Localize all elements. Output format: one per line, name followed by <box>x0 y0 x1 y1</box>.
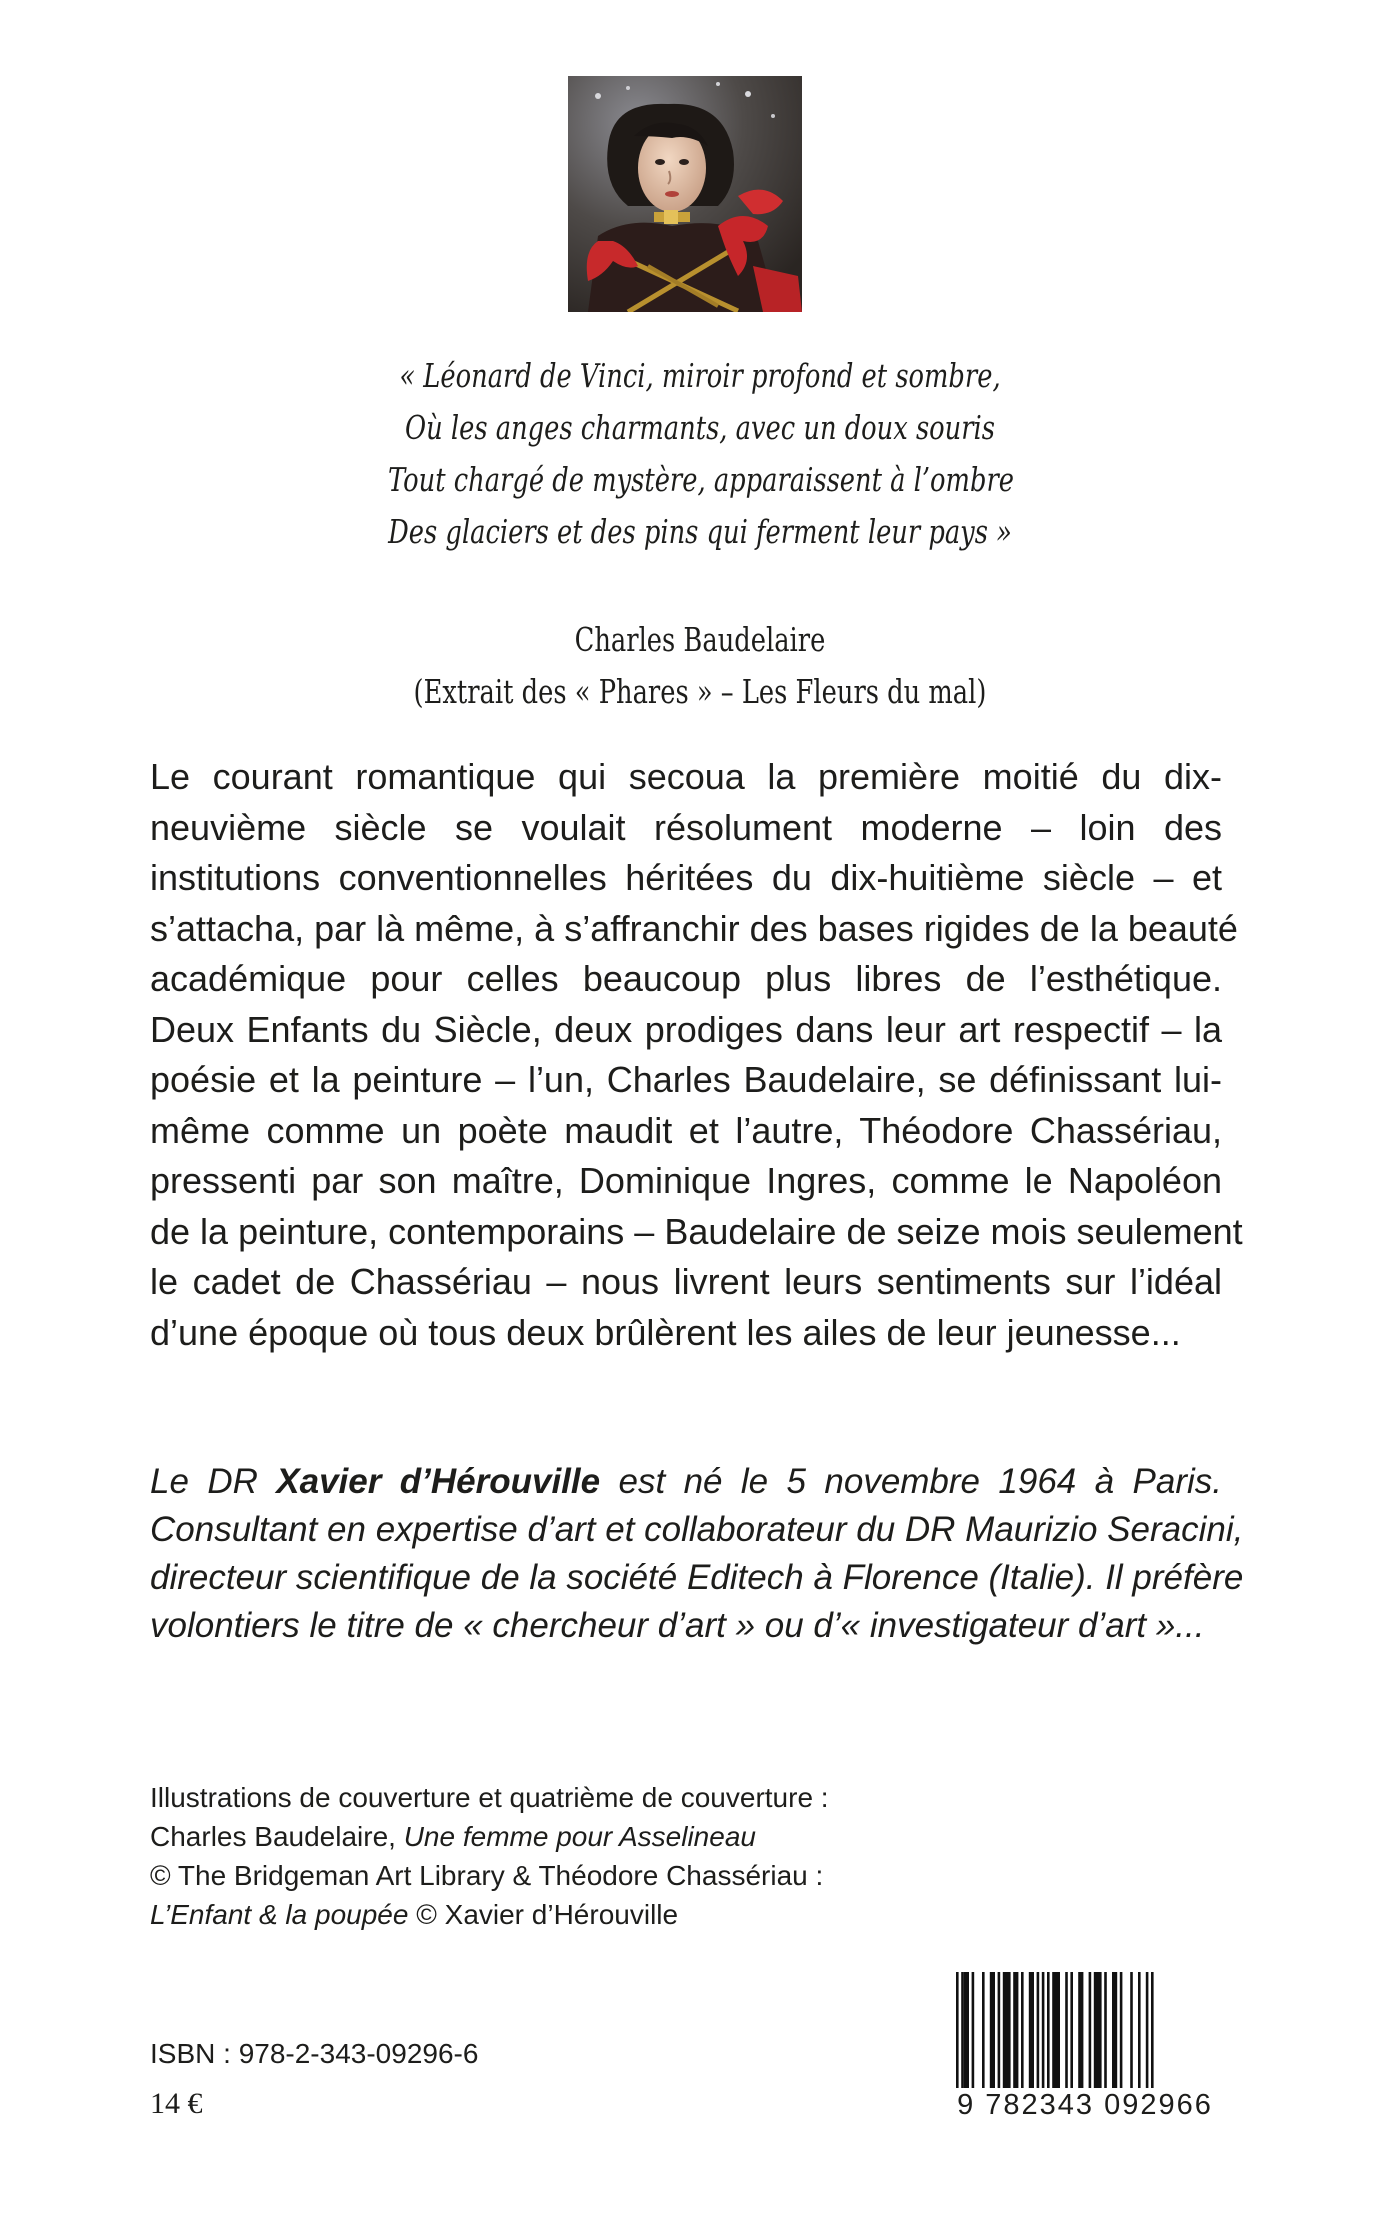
poem-line: Tout chargé de mystère, apparaissent à l’ombre <box>388 460 1014 499</box>
barcode-bar <box>972 1972 975 2090</box>
poem-line: « Léonard de Vinci, miroir profond et sombre, <box>399 356 1001 395</box>
bio-prefix: Le DR <box>150 1462 277 1501</box>
poem-line: Où les anges charmants, avec un doux souris <box>405 408 995 447</box>
credits-heading: Illustrations de couverture et quatrième de couverture : <box>150 1782 829 1813</box>
barcode-bar <box>1138 1972 1141 2090</box>
isbn-label: ISBN : 978-2-343-09296-6 <box>150 2038 479 2069</box>
barcode-bar <box>1037 1972 1040 2090</box>
barcode-bar <box>1089 1972 1092 2090</box>
description-line: institutions conventionnelles héritées du dix-huitième siècle – et <box>150 857 1222 898</box>
description-line: pressenti par son maître, Dominique Ingres, comme le Napoléon <box>150 1160 1222 1201</box>
barcode-bar <box>1130 1972 1133 2090</box>
barcode-bar <box>982 1972 985 2090</box>
description-line: le cadet de Chassériau – nous livrent leurs sentiments sur l’idéal <box>150 1261 1222 1302</box>
description-line: s’attacha, par là même, à s’affranchir des bases rigides de la beauté <box>150 907 1238 949</box>
poem-line: Des glaciers et des pins qui ferment leur pays » <box>388 512 1012 551</box>
credits-line: © The Bridgeman Art Library & Théodore Chassériau : <box>150 1860 824 1891</box>
description-line: poésie et la peinture – l’un, Charles Baudelaire, se définissant lui- <box>150 1059 1222 1100</box>
poem-quote <box>388 350 1012 558</box>
barcode-bar <box>1003 1972 1011 2090</box>
barcode-bar <box>1104 1972 1107 2090</box>
bio-line <box>150 1458 1222 1506</box>
description-line: de la peinture, contemporains – Baudelaire de seize mois seulement <box>150 1210 1243 1252</box>
barcode-bar <box>1120 1972 1123 2090</box>
barcode-bar <box>1065 1972 1068 2090</box>
bio-line: directeur scientifique de la société Editech à Florence (Italie). Il préfère <box>150 1558 1244 1597</box>
author-bio <box>150 1458 1244 1650</box>
credits-text: © Xavier d’Hérouville <box>408 1899 679 1930</box>
bio-line: volontiers le titre de « chercheur d’art » ou d’« investigateur d’art »... <box>150 1606 1205 1645</box>
poem-author: Charles Baudelaire <box>574 620 826 659</box>
barcode-bar <box>1094 1972 1102 2090</box>
barcode-bar <box>964 1972 969 2090</box>
price-label: 14 € <box>150 2087 203 2120</box>
barcode-bar <box>1112 1972 1117 2090</box>
description-line: Deux Enfants du Siècle, deux prodiges dans leur art respectif – la <box>150 1008 1222 1050</box>
bio-suffix: est né le 5 novembre 1964 à Paris. <box>600 1462 1222 1501</box>
credits-title: Une femme pour Asselineau <box>403 1821 756 1852</box>
poem-source: (Extrait des « Phares » – Les Fleurs du mal) <box>413 672 987 711</box>
credits-line <box>150 1817 829 1856</box>
credits-text: Charles Baudelaire, <box>150 1821 404 1852</box>
credits-title: L’Enfant & la poupée <box>150 1899 409 1930</box>
cover-painting <box>568 76 802 312</box>
poem-attribution <box>388 614 1012 718</box>
description-line: académique pour celles beaucoup plus libres de l’esthétique. <box>150 958 1222 999</box>
description-line: neuvième siècle se voulait résolument moderne – loin des <box>150 806 1222 848</box>
illustration-credits <box>150 1778 829 1934</box>
barcode-bar <box>1042 1972 1045 2090</box>
description-line: d’une époque où tous deux brûlèrent les ailes de leur jeunesse... <box>150 1311 1181 1353</box>
author-name: Xavier d’Hérouville <box>276 1462 601 1501</box>
description-line: même comme un poète maudit et l’autre, Théodore Chassériau, <box>150 1109 1222 1151</box>
bio-line: Consultant en expertise d’art et collaborateur du DR Maurizio Seracini, <box>150 1510 1244 1549</box>
barcode-bar <box>1078 1972 1083 2090</box>
description-line: Le courant romantique qui secoua la première moitié du dix- <box>150 756 1222 797</box>
barcode-bar <box>998 1972 1001 2090</box>
barcode-bar <box>1013 1972 1018 2090</box>
barcode-bar <box>990 1972 995 2090</box>
barcode-bar <box>1021 1972 1024 2090</box>
doll-painting-icon <box>568 76 802 312</box>
book-description <box>150 752 1243 1358</box>
credits-line <box>150 1895 829 1934</box>
barcode-digits: 9 782343 092966 <box>948 2088 1222 2122</box>
barcode-bar <box>1070 1972 1073 2090</box>
barcode-bar <box>1029 1972 1034 2090</box>
